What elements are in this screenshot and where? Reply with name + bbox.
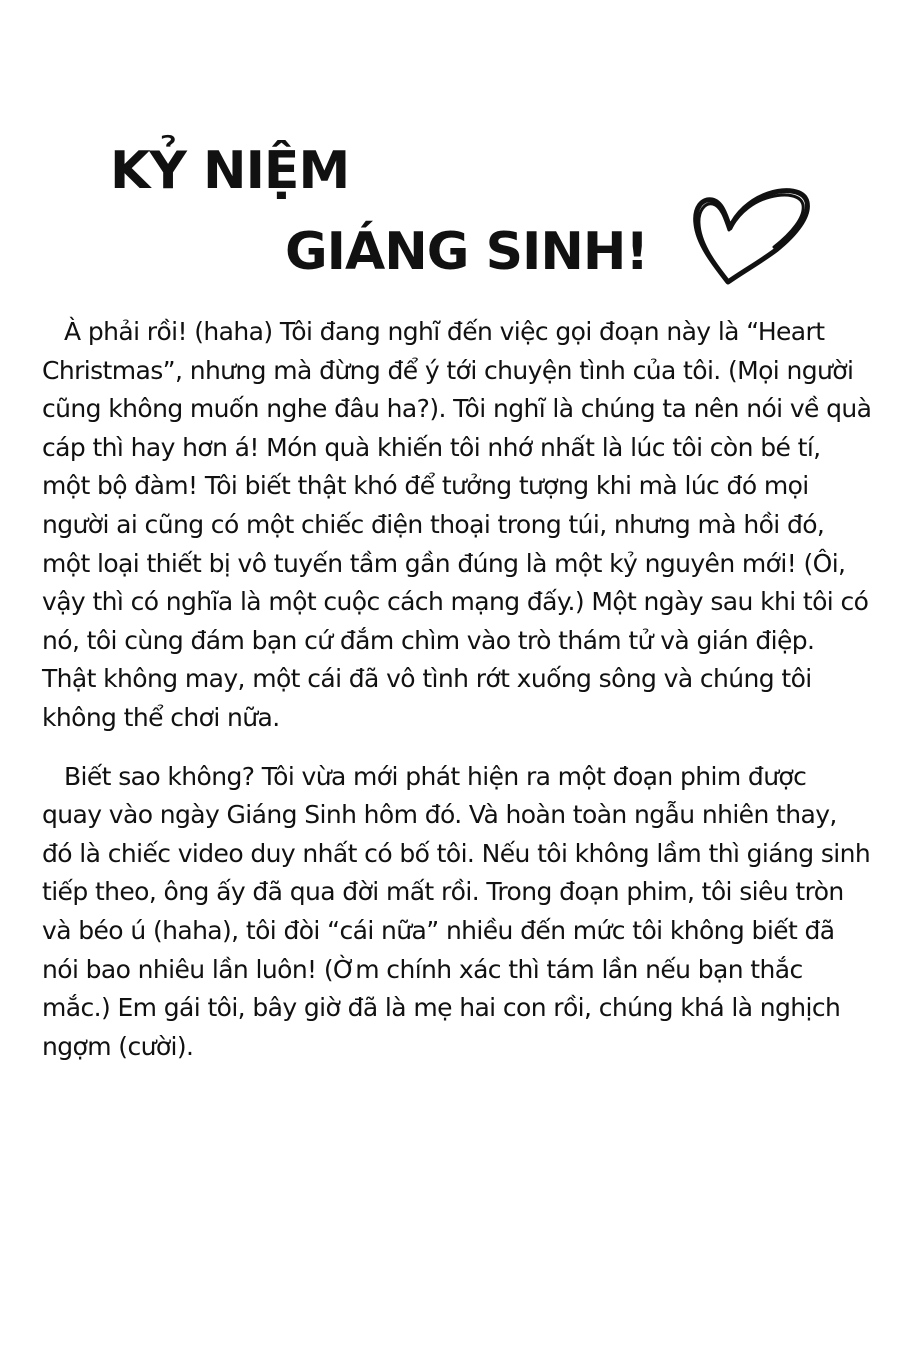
heart-doodle-icon [688, 184, 814, 286]
paragraph-1: À phải rồi! (haha) Tôi đang nghĩ đến việc gọi đoạn này là “Heart Christmas”, nhưng mà đừng để ý tới chuyện tình của tôi. (Mọi người cũng không muốn nghe đâu ha?). Tôi nghĩ là chúng ta nên nói về quà cáp thì hay hơn á! Món quà khiến tôi nhớ nhất là lúc tôi còn bé tí, một bộ đàm! Tôi biết thật khó để tưởng tượng khi mà lúc đó mọi người ai cũng có một chiếc điện thoại trong túi, nhưng mà hồi đó, một loại thiết bị vô tuyến tầm gần đúng là một kỷ nguyên mới! (Ôi, vậy thì có nghĩa là một cuộc cách mạng đấy.) Một ngày sau khi tôi có nó, tôi cùng đám bạn cứ đắm chìm vào trò thám tử và gián điệp. Thật không may, một cái đã vô tình rớt xuống sông và chúng tôi không thể chơi nữa. [42, 317, 872, 732]
page-title-line-2: GIÁNG SINH! [285, 222, 649, 282]
article-body [42, 313, 872, 1086]
paragraph-2: Biết sao không? Tôi vừa mới phát hiện ra một đoạn phim được quay vào ngày Giáng Sinh hôm đó. Và hoàn toàn ngẫu nhiên thay, đó là chiếc video duy nhất có bố tôi. Nếu tôi không lầm thì giáng sinh tiếp theo, ông ấy đã qua đời mất rồi. Trong đoạn phim, tôi siêu tròn và béo ú (haha), tôi đòi “cái nữa” nhiều đến mức tôi không biết đã nói bao nhiêu lần luôn! (Ờm chính xác thì tám lần nếu bạn thắc mắc.) Em gái tôi, bây giờ đã là mẹ hai con rồi, chúng khá là nghịch ngợm (cười). [42, 761, 871, 1061]
page-title-line-1: KỶ NIỆM [110, 141, 350, 201]
